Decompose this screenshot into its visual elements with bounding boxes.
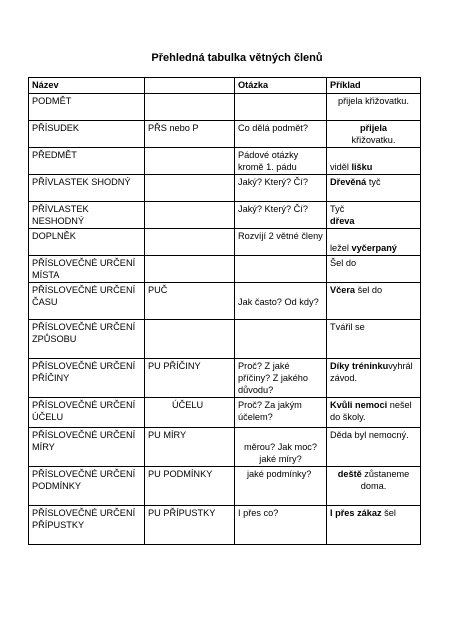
table-row [29, 94, 421, 121]
row-name: PŘEDMĚT [29, 148, 145, 175]
row-question: Jak často? Od kdy? [235, 283, 327, 320]
row-question [235, 256, 327, 283]
document-title: Přehledná tabulka větných členů [151, 52, 323, 64]
header-otazka: Otázka [235, 78, 327, 94]
row-form: PŘS nebo P [145, 121, 235, 148]
row-example [327, 320, 421, 359]
example-text: Tvářil se [330, 322, 365, 332]
row-name: PŘÍSLOVEČNÉ URČENÍ MÍSTA [29, 256, 145, 283]
row-form: PU PŘÍPUSTKY [145, 506, 235, 545]
example-bold: Dřevěná [330, 177, 367, 187]
table-row [29, 359, 421, 398]
header-priklad: Příklad [327, 78, 421, 94]
row-question: Jaký? Který? Čí? [235, 202, 327, 229]
row-example [327, 121, 421, 148]
row-name: PŘÍSLOVEČNÉ URČENÍ PŘÍPUSTKY [29, 506, 145, 545]
example-text: vyhrál závod. [330, 361, 413, 383]
row-form: PU PODMÍNKY [145, 467, 235, 506]
row-example [327, 229, 421, 256]
row-form [145, 202, 235, 229]
table-row [29, 148, 421, 175]
table-row [29, 506, 421, 545]
row-name: PŘÍSLOVEČNÉ URČENÍ MÍRY [29, 428, 145, 467]
table-row [29, 283, 421, 320]
example-text: ležel [330, 243, 352, 253]
example-text: nešel do školy. [330, 400, 412, 422]
table-row [29, 320, 421, 359]
row-question [235, 320, 327, 359]
example-text: křižovatku. [351, 135, 396, 145]
row-example [327, 428, 421, 467]
example-text: šel do [355, 285, 383, 295]
table-row [29, 202, 421, 229]
table-row [29, 428, 421, 467]
row-name: PŘÍSLOVEČNÉ URČENÍ PODMÍNKY [29, 467, 145, 506]
example-bold: Kvůli nemoci [330, 400, 388, 410]
example-text: zůstaneme doma. [360, 469, 410, 491]
header-empty [145, 78, 235, 94]
row-form [145, 256, 235, 283]
header-nazev: Název [29, 78, 145, 94]
row-example [327, 506, 421, 545]
row-name: PŘÍVLASTEK NESHODNÝ [29, 202, 145, 229]
row-example [327, 256, 421, 283]
example-bold: lišku [351, 162, 373, 172]
row-question: Co dělá podmět? [235, 121, 327, 148]
example-text: tyč [366, 177, 381, 187]
table-row [29, 467, 421, 506]
example-bold: dřeva [330, 216, 355, 226]
example-text: Šel do [330, 258, 357, 268]
row-example [327, 148, 421, 175]
row-form: PU MÍRY [145, 428, 235, 467]
example-text: Tyč [330, 204, 345, 214]
row-question [235, 94, 327, 121]
form-text: ÚČELU [172, 400, 204, 410]
example-bold: deště [337, 469, 362, 479]
row-question: jaké podmínky? [235, 467, 327, 506]
row-form: PU PŘÍČINY [145, 359, 235, 398]
row-form [145, 398, 235, 428]
row-example [327, 359, 421, 398]
row-example [327, 202, 421, 229]
row-name: PŘÍVLASTEK SHODNÝ [29, 175, 145, 202]
row-name: PŘÍSLOVEČNÉ URČENÍ ČASU [29, 283, 145, 320]
row-form [145, 148, 235, 175]
row-name: PŘÍSLOVEČNÉ URČENÍ PŘÍČINY [29, 359, 145, 398]
table-row [29, 121, 421, 148]
table-header-row [29, 78, 421, 94]
row-example [327, 94, 421, 121]
example-text: přijela křižovatku. [338, 96, 409, 106]
example-bold: vyčerpaný [351, 243, 397, 253]
row-example [327, 283, 421, 320]
row-question: Jaký? Který? Čí? [235, 175, 327, 202]
row-name: PŘÍSLOVEČNÉ URČENÍ ÚČELU [29, 398, 145, 428]
table-row [29, 175, 421, 202]
row-name: PŘÍSLOVEČNÉ URČENÍ ZPŮSOBU [29, 320, 145, 359]
row-question: Pádové otázky kromě 1. pádu [235, 148, 327, 175]
row-form [145, 320, 235, 359]
sentence-members-table [28, 77, 421, 545]
row-form: PUČ [145, 283, 235, 320]
row-form [145, 175, 235, 202]
row-name: DOPLNĚK [29, 229, 145, 256]
table-row [29, 256, 421, 283]
row-question: I přes co? [235, 506, 327, 545]
row-example [327, 175, 421, 202]
table-row [29, 229, 421, 256]
row-name: PŘÍSUDEK [29, 121, 145, 148]
row-question: měrou? Jak moc? jaké míry? [235, 428, 327, 467]
row-form [145, 94, 235, 121]
row-name: PODMĚT [29, 94, 145, 121]
row-form [145, 229, 235, 256]
row-example [327, 467, 421, 506]
example-bold: Včera [330, 285, 356, 295]
row-question: Rozvíjí 2 větné členy [235, 229, 327, 256]
row-example [327, 398, 421, 428]
row-question: Proč? Z jaké příčiny? Z jakého důvodu? [235, 359, 327, 398]
example-text: šel [381, 508, 396, 518]
example-bold: I přes zákaz [330, 508, 382, 518]
table-row [29, 398, 421, 428]
example-bold: přijela [359, 123, 388, 133]
row-question: Proč? Za jakým účelem? [235, 398, 327, 428]
example-text: Děda byl nemocný. [330, 430, 409, 440]
example-bold: Díky tréninku [330, 361, 389, 371]
example-text: viděl [330, 162, 352, 172]
